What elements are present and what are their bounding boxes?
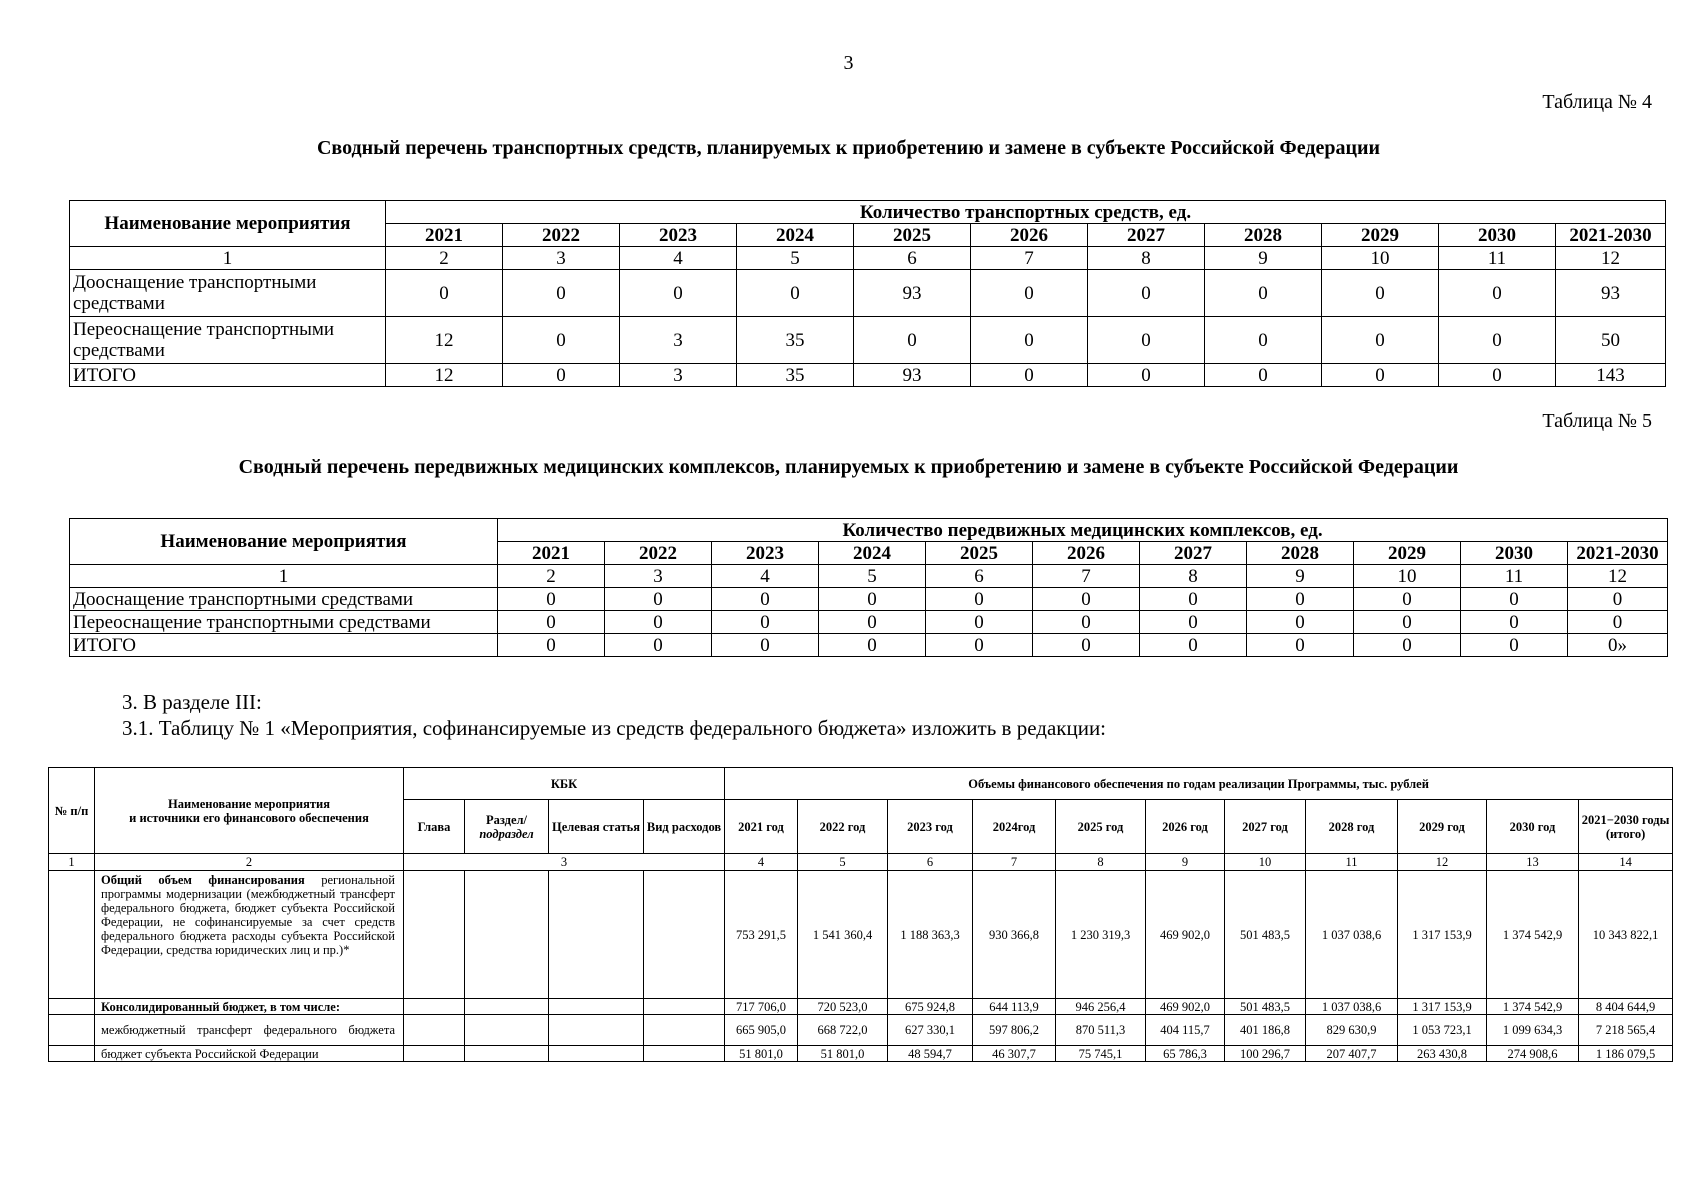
- col-header-kbk: КБК: [404, 768, 725, 800]
- cell-value: 469 902,0: [1146, 871, 1225, 999]
- cell-value: 143: [1556, 364, 1666, 387]
- cell-value: 0: [498, 634, 605, 657]
- row-name-federal: межбюджетный трансферт федерального бюджета: [95, 1015, 404, 1046]
- col-number: 13: [1487, 854, 1579, 871]
- table4-year: 2026: [971, 224, 1088, 247]
- kbk-celevaya: Целевая статья: [549, 800, 644, 854]
- col-number: 1: [49, 854, 95, 871]
- cell-value: 50: [1556, 317, 1666, 364]
- cell-value: 501 483,5: [1225, 871, 1306, 999]
- cell-value: 12: [386, 317, 503, 364]
- cell-value: 1 186 079,5: [1579, 1046, 1673, 1062]
- table4-col-number: 6: [854, 247, 971, 270]
- cell-value: 48 594,7: [888, 1046, 973, 1062]
- table4-col-number: 2: [386, 247, 503, 270]
- cell-value: 0: [1140, 611, 1247, 634]
- col-number: 12: [1398, 854, 1487, 871]
- cell-value: 0: [1568, 611, 1668, 634]
- kbk-vid: Вид расходов: [644, 800, 725, 854]
- row-name: Переоснащение транспортными средствами: [70, 317, 386, 364]
- kbk-razdel: [465, 800, 549, 854]
- cell-value: 597 806,2: [973, 1015, 1056, 1046]
- year-header: 2029 год: [1398, 800, 1487, 854]
- table4-year: 2022: [503, 224, 620, 247]
- cell-value: 274 908,6: [1487, 1046, 1579, 1062]
- cell-value: 93: [854, 270, 971, 317]
- table-row: [70, 270, 1666, 317]
- cell-value: 668 722,0: [798, 1015, 888, 1046]
- table4-year: 2027: [1088, 224, 1205, 247]
- cell-value: 10 343 822,1: [1579, 871, 1673, 999]
- year-header: 2030 год: [1487, 800, 1579, 854]
- cell-value: 0: [498, 588, 605, 611]
- cell-value: 0: [1322, 317, 1439, 364]
- cell-value: 93: [854, 364, 971, 387]
- col-header-name: [95, 768, 404, 854]
- table5-year: 2023: [712, 542, 819, 565]
- year-header: 2023 год: [888, 800, 973, 854]
- table5-col-number: 4: [712, 565, 819, 588]
- cell-value: 1 230 319,3: [1056, 871, 1146, 999]
- cell-value: 0: [1354, 634, 1461, 657]
- cell-value: 207 407,7: [1306, 1046, 1398, 1062]
- cell-value: 0: [971, 317, 1088, 364]
- cell-value: 0: [1205, 364, 1322, 387]
- cell-value: 0: [712, 588, 819, 611]
- table4-col-number: 7: [971, 247, 1088, 270]
- cell-value: 0: [1088, 270, 1205, 317]
- cell-value: 1 374 542,9: [1487, 871, 1579, 999]
- cell-value: 0: [712, 611, 819, 634]
- cell-value: 946 256,4: [1056, 999, 1146, 1015]
- col-header-name-line1: Наименование мероприятия: [168, 796, 330, 811]
- col-header-volumes: Объемы финансового обеспечения по годам реализации Программы, тыс. рублей: [725, 768, 1673, 800]
- cell-value: 263 430,8: [1398, 1046, 1487, 1062]
- table4-year: 2029: [1322, 224, 1439, 247]
- cell-value: 0: [1088, 317, 1205, 364]
- row-name-total: [95, 871, 404, 999]
- year-header: 2025 год: [1056, 800, 1146, 854]
- table5-col-number: 7: [1033, 565, 1140, 588]
- table5-col-number: 2: [498, 565, 605, 588]
- cell-value: 0: [712, 634, 819, 657]
- cell-value: 0: [1461, 588, 1568, 611]
- cell-value: 1 053 723,1: [1398, 1015, 1487, 1046]
- cell-value: 8 404 644,9: [1579, 999, 1673, 1015]
- row-name-total-rest: региональной программы модернизации (межбюджетный трансферт федерального бюджета, бюджет субъекта Российской Федерации, не софинансируемые за счет средств федерального бюджета расходы субъекта Российской Федерации, средства юридических лиц и пр.)*: [101, 873, 395, 957]
- col-number: 5: [798, 854, 888, 871]
- table5-col-number: 3: [605, 565, 712, 588]
- table5-year: 2022: [605, 542, 712, 565]
- table4-year: 2021: [386, 224, 503, 247]
- cell-value: 0: [1033, 611, 1140, 634]
- cell-value: 0: [498, 611, 605, 634]
- year-header: 2027 год: [1225, 800, 1306, 854]
- cell-value: 870 511,3: [1056, 1015, 1146, 1046]
- table5-year: 2029: [1354, 542, 1461, 565]
- col-number: 8: [1056, 854, 1146, 871]
- cell-value: 0: [926, 634, 1033, 657]
- table4-col-number: 1: [70, 247, 386, 270]
- cell-value: 753 291,5: [725, 871, 798, 999]
- cell-value: 675 924,8: [888, 999, 973, 1015]
- cell-value: 0: [819, 611, 926, 634]
- cell-value: 0: [1205, 317, 1322, 364]
- cell-value: 0: [1354, 588, 1461, 611]
- table5-col-number: 1: [70, 565, 498, 588]
- table5-col-number: 6: [926, 565, 1033, 588]
- kbk-podrazdel-line2: подраздел: [479, 826, 534, 841]
- table5-year: 2027: [1140, 542, 1247, 565]
- col-number: 14: [1579, 854, 1673, 871]
- table4: [69, 200, 1666, 387]
- cell-value: 0: [1033, 634, 1140, 657]
- col-number: 3: [404, 854, 725, 871]
- cell-value: 1 037 038,6: [1306, 871, 1398, 999]
- table4-group-header: Количество транспортных средств, ед.: [386, 201, 1666, 224]
- cell-value: 644 113,9: [973, 999, 1056, 1015]
- cell-value: 0: [1354, 611, 1461, 634]
- table4-col-number: 10: [1322, 247, 1439, 270]
- cell-value: 0: [605, 611, 712, 634]
- cell-value: 0: [926, 588, 1033, 611]
- table4-col-number: 5: [737, 247, 854, 270]
- cell-value: 1 317 153,9: [1398, 871, 1487, 999]
- cell-value: 401 186,8: [1225, 1015, 1306, 1046]
- total-header: 2021−2030 годы (итого): [1579, 800, 1673, 854]
- table-row: [49, 871, 1673, 999]
- cell-value: 75 745,1: [1056, 1046, 1146, 1062]
- cell-value: 0: [1140, 588, 1247, 611]
- table4-col-number: 8: [1088, 247, 1205, 270]
- table5-group-header: Количество передвижных медицинских комплексов, ед.: [498, 519, 1668, 542]
- table4-name-header: Наименование мероприятия: [70, 201, 386, 247]
- table4-year: 2028: [1205, 224, 1322, 247]
- cell-value: 0: [1461, 611, 1568, 634]
- table5-col-numbers-row: [70, 565, 1668, 588]
- cell-value: 0: [503, 270, 620, 317]
- cell-value: 0: [620, 270, 737, 317]
- table5: [69, 518, 1668, 657]
- cell-value: 51 801,0: [725, 1046, 798, 1062]
- cell-value: 35: [737, 364, 854, 387]
- cell-value: 0: [1033, 588, 1140, 611]
- cell-value: 0: [1439, 317, 1556, 364]
- col-header-num: № п/п: [49, 768, 95, 854]
- table5-year: 2024: [819, 542, 926, 565]
- cell-value: 100 296,7: [1225, 1046, 1306, 1062]
- row-name: Дооснащение транспортными средствами: [70, 588, 498, 611]
- cell-value: 0»: [1568, 634, 1668, 657]
- col-number: 7: [973, 854, 1056, 871]
- cell-value: 0: [605, 588, 712, 611]
- financing-col-numbers-row: [49, 854, 1673, 871]
- table4-year: 2021-2030: [1556, 224, 1666, 247]
- cell-value: 1 099 634,3: [1487, 1015, 1579, 1046]
- table4-year: 2025: [854, 224, 971, 247]
- cell-value: 1 541 360,4: [798, 871, 888, 999]
- cell-value: 65 786,3: [1146, 1046, 1225, 1062]
- table5-col-number: 11: [1461, 565, 1568, 588]
- cell-value: 469 902,0: [1146, 999, 1225, 1015]
- col-number: 4: [725, 854, 798, 871]
- table4-year: 2024: [737, 224, 854, 247]
- year-header: 2021 год: [725, 800, 798, 854]
- table4-col-number: 9: [1205, 247, 1322, 270]
- table-row: [49, 1046, 1673, 1062]
- cell-value: 0: [1439, 270, 1556, 317]
- kbk-razdel-line1: Раздел/: [485, 812, 528, 827]
- cell-value: 404 115,7: [1146, 1015, 1225, 1046]
- cell-value: 501 483,5: [1225, 999, 1306, 1015]
- table5-title: Сводный перечень передвижных медицинских комплексов, планируемых к приобретению и замене в субъекте Российской Федерации: [238, 456, 1459, 478]
- cell-value: 0: [503, 317, 620, 364]
- table4-label: Таблица № 4: [1542, 91, 1652, 113]
- col-header-name-line2: и источники его финансового обеспечения: [129, 810, 369, 825]
- table5-year: 2026: [1033, 542, 1140, 565]
- table4-title: Сводный перечень транспортных средств, планируемых к приобретению и замене в субъекте Российской Федерации: [316, 137, 1381, 159]
- table4-col-number: 3: [503, 247, 620, 270]
- col-number: 10: [1225, 854, 1306, 871]
- table5-col-number: 12: [1568, 565, 1668, 588]
- kbk-glava: Глава: [404, 800, 465, 854]
- col-number: 9: [1146, 854, 1225, 871]
- table5-col-number: 10: [1354, 565, 1461, 588]
- cell-value: 0: [503, 364, 620, 387]
- table5-year: 2030: [1461, 542, 1568, 565]
- row-name: ИТОГО: [70, 364, 386, 387]
- cell-value: 0: [971, 364, 1088, 387]
- col-number: 11: [1306, 854, 1398, 871]
- cell-value: 0: [386, 270, 503, 317]
- row-name-subject: бюджет субъекта Российской Федерации: [95, 1046, 404, 1062]
- year-header: 2026 год: [1146, 800, 1225, 854]
- table-row: [70, 611, 1668, 634]
- section-instruction: 3.1. Таблицу № 1 «Мероприятия, софинансируемые из средств федерального бюджета» изложить в редакции:: [122, 716, 1107, 740]
- cell-value: 3: [620, 364, 737, 387]
- cell-value: 0: [1322, 270, 1439, 317]
- cell-value: 0: [1205, 270, 1322, 317]
- table-row: [70, 364, 1666, 387]
- table5-year: 2021: [498, 542, 605, 565]
- cell-value: 0: [854, 317, 971, 364]
- table4-col-numbers-row: [70, 247, 1666, 270]
- cell-value: 12: [386, 364, 503, 387]
- table5-label: Таблица № 5: [1542, 410, 1652, 432]
- table5-col-number: 5: [819, 565, 926, 588]
- row-name: Переоснащение транспортными средствами: [70, 611, 498, 634]
- cell-value: 1 188 363,3: [888, 871, 973, 999]
- cell-value: 35: [737, 317, 854, 364]
- table5-col-number: 8: [1140, 565, 1247, 588]
- year-header: 2022 год: [798, 800, 888, 854]
- table5-year: 2028: [1247, 542, 1354, 565]
- cell-value: 93: [1556, 270, 1666, 317]
- cell-value: 3: [620, 317, 737, 364]
- cell-value: 930 366,8: [973, 871, 1056, 999]
- row-name: Дооснащение транспортными средствами: [70, 270, 386, 317]
- cell-value: 0: [1247, 634, 1354, 657]
- col-number: 6: [888, 854, 973, 871]
- table5-year: 2025: [926, 542, 1033, 565]
- table-row: [70, 317, 1666, 364]
- cell-value: 720 523,0: [798, 999, 888, 1015]
- table-row: [49, 1015, 1673, 1046]
- cell-value: 665 905,0: [725, 1015, 798, 1046]
- table5-year: 2021-2030: [1568, 542, 1668, 565]
- page-number: 3: [843, 52, 854, 74]
- cell-value: 717 706,0: [725, 999, 798, 1015]
- cell-value: 7 218 565,4: [1579, 1015, 1673, 1046]
- cell-value: 0: [819, 588, 926, 611]
- col-number: 2: [95, 854, 404, 871]
- cell-value: 0: [1088, 364, 1205, 387]
- cell-value: 0: [819, 634, 926, 657]
- cell-value: 1 317 153,9: [1398, 999, 1487, 1015]
- row-name-total-bold: Общий объем финансирования: [101, 873, 305, 887]
- table4-col-number: 11: [1439, 247, 1556, 270]
- financing-table: [48, 767, 1673, 1062]
- cell-value: 0: [971, 270, 1088, 317]
- cell-value: 0: [1247, 588, 1354, 611]
- cell-value: 0: [737, 270, 854, 317]
- cell-value: 829 630,9: [1306, 1015, 1398, 1046]
- table4-col-number: 4: [620, 247, 737, 270]
- year-header: 2024год: [973, 800, 1056, 854]
- table5-col-number: 9: [1247, 565, 1354, 588]
- cell-value: 0: [1568, 588, 1668, 611]
- row-name-consolidated: Консолидированный бюджет, в том числе:: [95, 999, 404, 1015]
- table-row: [49, 999, 1673, 1015]
- cell-value: 1 037 038,6: [1306, 999, 1398, 1015]
- cell-value: 0: [1439, 364, 1556, 387]
- table-row: [70, 634, 1668, 657]
- table5-name-header: Наименование мероприятия: [70, 519, 498, 565]
- cell-value: 1 374 542,9: [1487, 999, 1579, 1015]
- cell-value: 0: [926, 611, 1033, 634]
- table4-year: 2030: [1439, 224, 1556, 247]
- cell-value: 51 801,0: [798, 1046, 888, 1062]
- table-row: [70, 588, 1668, 611]
- section-heading: 3. В разделе III:: [122, 690, 262, 714]
- table4-year: 2023: [620, 224, 737, 247]
- year-header: 2028 год: [1306, 800, 1398, 854]
- cell-value: 0: [1247, 611, 1354, 634]
- cell-value: 0: [605, 634, 712, 657]
- cell-value: 46 307,7: [973, 1046, 1056, 1062]
- cell-value: 0: [1140, 634, 1247, 657]
- table4-col-number: 12: [1556, 247, 1666, 270]
- row-name: ИТОГО: [70, 634, 498, 657]
- cell-value: 0: [1461, 634, 1568, 657]
- cell-value: 0: [1322, 364, 1439, 387]
- cell-value: 627 330,1: [888, 1015, 973, 1046]
